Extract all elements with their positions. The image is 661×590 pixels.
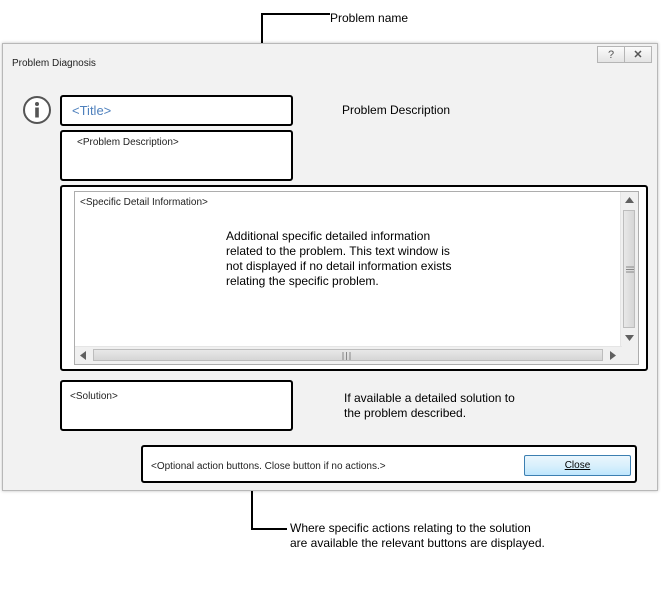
title-placeholder: <Title>: [72, 103, 112, 118]
callout-actions: Where specific actions relating to the solution are available the relevant buttons are displayed.: [290, 521, 545, 550]
horizontal-scroll-thumb[interactable]: [93, 349, 603, 361]
help-button[interactable]: ?: [597, 46, 625, 63]
scroll-down-icon[interactable]: [624, 334, 635, 342]
info-icon: [22, 95, 52, 125]
detail-textarea[interactable]: [74, 191, 639, 365]
solution-placeholder: <Solution>: [70, 391, 118, 402]
close-button[interactable]: [524, 455, 631, 476]
description-placeholder: <Problem Description>: [77, 137, 179, 148]
action-buttons-area: [141, 445, 637, 483]
callout-problem-name: Problem name: [330, 11, 409, 25]
close-button-label: Close: [564, 460, 591, 471]
vertical-scrollbar[interactable]: [620, 192, 638, 347]
detail-panel: [60, 185, 648, 371]
horizontal-scrollbar[interactable]: [75, 346, 622, 364]
detail-placeholder: <Specific Detail Information>: [80, 197, 208, 208]
dialog-title: Problem Diagnosis: [12, 58, 96, 69]
description-field: [60, 130, 293, 181]
vertical-scroll-thumb[interactable]: [623, 210, 635, 328]
window-close-button[interactable]: ✕: [624, 46, 652, 63]
detail-note: Additional specific detailed information related to the problem. This text window is not displayed if no detail information exists relating the specific problem.: [226, 229, 452, 288]
scroll-left-icon[interactable]: [79, 350, 87, 361]
problem-diagnosis-dialog: [2, 43, 658, 491]
scroll-up-icon[interactable]: [624, 196, 635, 204]
grip-icon: [342, 352, 351, 360]
grip-icon: [626, 266, 634, 273]
solution-field: [60, 380, 293, 431]
scroll-right-icon[interactable]: [609, 350, 617, 361]
scroll-corner: [621, 347, 638, 364]
callout-solution: If available a detailed solution to the problem described.: [344, 391, 515, 420]
actions-placeholder: <Optional action buttons. Close button if no actions.>: [151, 461, 386, 472]
callout-problem-description: Problem Description: [342, 103, 451, 117]
title-field: [60, 95, 293, 126]
